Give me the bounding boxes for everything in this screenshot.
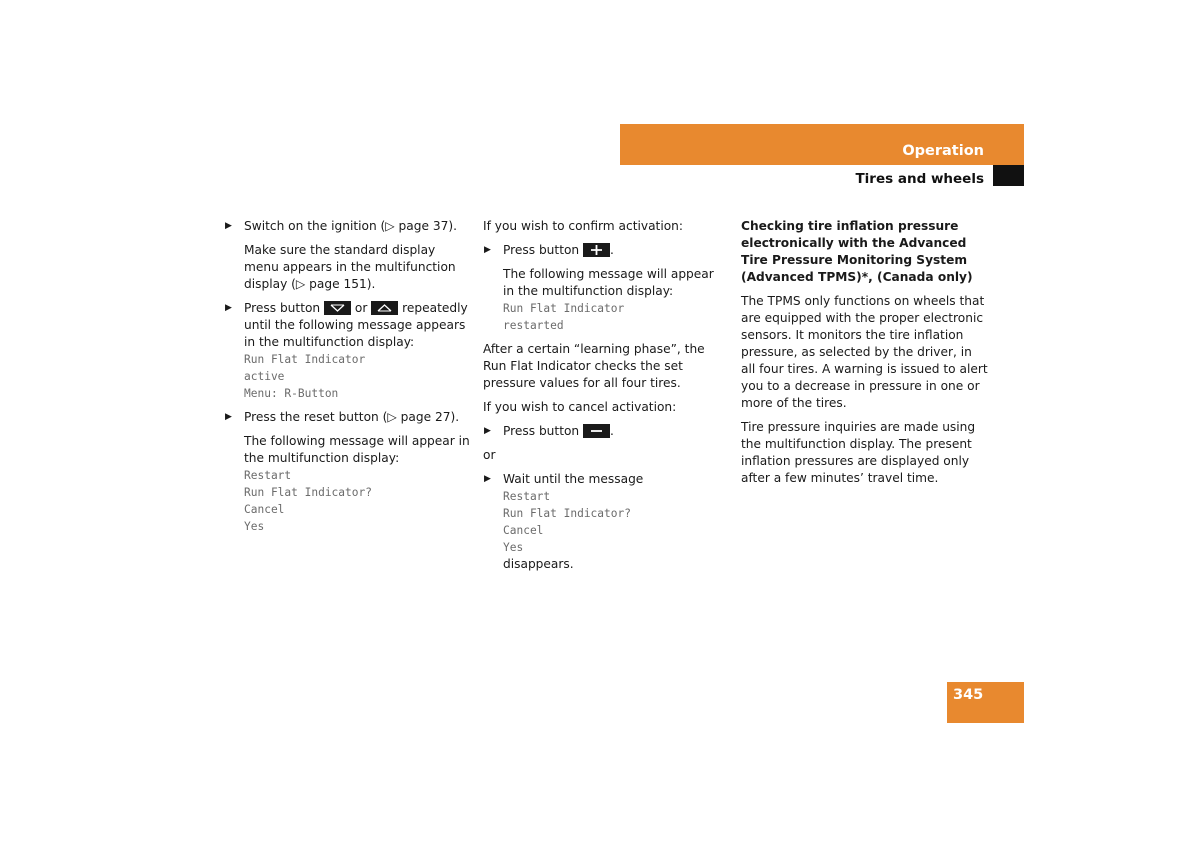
display-message-line: Run Flat Indicator? xyxy=(244,486,372,499)
plus-button-icon xyxy=(583,243,610,257)
step-text-pre: Press button xyxy=(503,243,580,257)
minus-button-icon xyxy=(583,424,610,438)
page-number: 345 xyxy=(953,687,984,703)
display-message-line: Yes xyxy=(244,520,265,533)
section-heading: Checking tire inflation pressure electronically with the Advanced Tire Pressure Monitoring System (Advanced TPMS)*, (Canada only) xyxy=(741,219,973,284)
step-text: Wait until the message xyxy=(503,472,644,486)
bullet-icon: ▶ xyxy=(225,303,232,313)
paragraph: After a certain “learning phase”, the Run Flat Indicator checks the set pressure values for all four tires. xyxy=(483,342,705,390)
column-middle xyxy=(483,218,728,580)
paragraph-text: The following message will appear in the multifunction display: xyxy=(244,434,470,465)
step-text-or: or xyxy=(354,301,368,315)
up-arrow-button-icon xyxy=(371,301,398,315)
paragraph-text: The following message will appear in the multifunction display: xyxy=(503,267,714,298)
display-message-line: Restart xyxy=(244,469,292,482)
paragraph: Tire pressure inquiries are made using the multifunction display. The present inflation pressures are displayed only after a few minutes’ travel time. xyxy=(741,420,976,485)
step-text: Press the reset button (▷ page 27). xyxy=(244,410,460,424)
step-text-post: . xyxy=(610,424,614,438)
step-text-post: repeatedly until the following message appears in the multifunction display: xyxy=(244,301,468,349)
thumb-tab xyxy=(993,165,1024,186)
step-text-pre: Press button xyxy=(244,301,321,315)
bullet-icon: ▶ xyxy=(484,426,491,436)
or-text: or xyxy=(483,448,496,462)
paragraph xyxy=(483,266,728,334)
step-text-end: disappears. xyxy=(503,557,574,571)
display-message-line: active xyxy=(244,370,285,383)
display-message-line: Cancel xyxy=(503,524,544,537)
step-text-post: . xyxy=(610,243,614,257)
step-press-arrow-buttons xyxy=(224,300,470,402)
bullet-icon: ▶ xyxy=(484,245,491,255)
down-arrow-button-icon xyxy=(324,301,351,315)
paragraph: The TPMS only functions on wheels that are equipped with the proper electronic sensors. It monitors the tire inflation pressure, as selected by the driver, in all four tires. A warning is issued to alert you to a decrease in pressure in one or more of the tires. xyxy=(741,294,988,410)
step-text-pre: Press button xyxy=(503,424,580,438)
display-message-line: Run Flat Indicator? xyxy=(503,507,631,520)
paragraph: Make sure the standard display menu appears in the multifunction display (▷ page 151). xyxy=(244,243,456,291)
subsection-title: Tires and wheels xyxy=(855,171,984,187)
column-left xyxy=(224,218,470,542)
step-wait-message xyxy=(483,471,728,573)
display-message-line: Yes xyxy=(503,541,524,554)
display-message-line: Menu: R-Button xyxy=(244,387,339,400)
bullet-icon: ▶ xyxy=(484,474,491,484)
display-message-line: Restart xyxy=(503,490,551,503)
display-message-line: Run Flat Indicator xyxy=(503,302,625,315)
step-switch-ignition xyxy=(224,218,470,235)
step-press-minus xyxy=(483,423,728,440)
display-message-line: Run Flat Indicator xyxy=(244,353,366,366)
column-right xyxy=(741,218,989,494)
display-message-line: Cancel xyxy=(244,503,285,516)
step-press-plus xyxy=(483,242,728,259)
bullet-icon: ▶ xyxy=(225,412,232,422)
bullet-icon: ▶ xyxy=(225,221,232,231)
step-press-reset xyxy=(224,409,470,426)
section-title: Operation xyxy=(902,143,984,159)
paragraph xyxy=(224,433,470,535)
paragraph: If you wish to confirm activation: xyxy=(483,219,684,233)
step-text: Switch on the ignition (▷ page 37). xyxy=(244,219,458,233)
display-message-line: restarted xyxy=(503,319,564,332)
paragraph: If you wish to cancel activation: xyxy=(483,400,677,414)
